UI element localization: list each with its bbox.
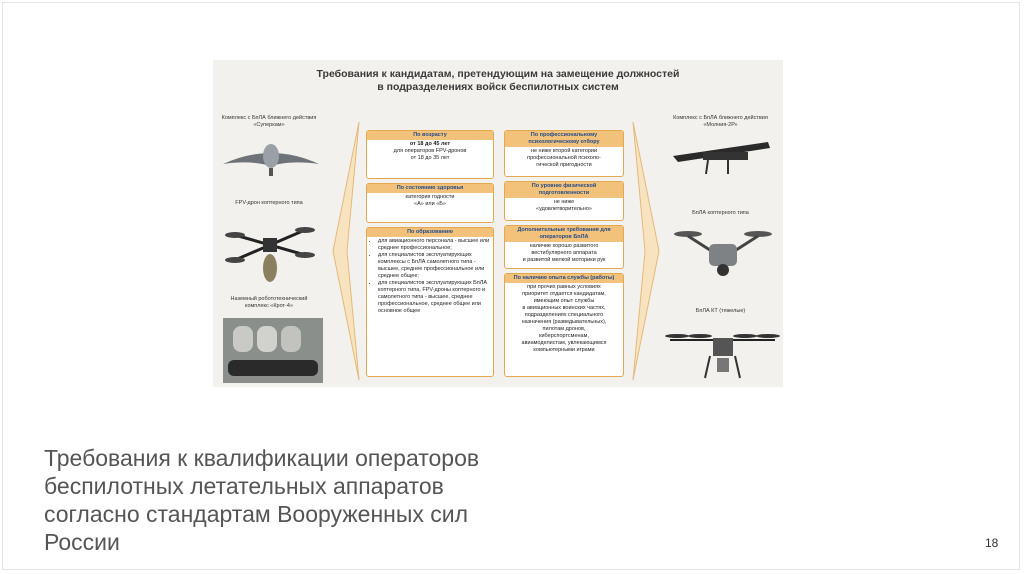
- infographic-title: Требования к кандидатам, претендующим на замещение должностей в подразделениях войск беспилотных систем: [316, 68, 680, 93]
- right-chevron-icon: [631, 120, 661, 382]
- copter-drone-image: [673, 222, 773, 282]
- card-education: По образованию • для авиационного персонала - высшее или среднее профессиональное; • для специалистов эксплуатирующих комплексы с БпЛА самолетного типа - высшее, среднее профессиональное или среднее общее; • для специалистов эксплуатирующих БпЛА коптерного типа, FPV-дроны коптерного и самолетного типа - высшее, среднее профессиональное, среднее общее или основное общее: [366, 227, 494, 377]
- label-heavy: БпЛА КТ (тяжелые): [695, 308, 746, 314]
- label-krot: Наземный робототехнический комплекс «Крот-4»: [230, 296, 308, 309]
- heavy-drone-image: [665, 328, 780, 383]
- label-copter: БпЛА коптерного типа: [692, 210, 749, 216]
- card-psychology: По профессиональному психологическому отбору не ниже второй категории профессиональной психоло- гической пригодности: [504, 130, 624, 177]
- label-molniya: Комплекс с БпЛА ближнего действия «Молния-2Р»: [673, 115, 768, 128]
- card-additional: Дополнительные требования для операторов БпЛА наличие хорошо развитого вестибулярного аппарата и развитой мелкой моторики рук: [504, 225, 624, 269]
- krot-robot-image: [223, 318, 323, 383]
- fpv-drone-image: [225, 210, 315, 290]
- infographic-image: [213, 60, 783, 387]
- card-experience: По наличию опыта службы (работы) при прочих равных условиях приоритет отдается кандидатам, имеющим опыт службы в авиационных воинских частях, подразделениях специального назначения (разведывательных), пилотам дронов, киберспортсменам, авиамоделистам, увлекающимся компьютерными играми: [504, 273, 624, 377]
- card-physical: По уровню физической подготовленности не ниже «удовлетворительно»: [504, 181, 624, 221]
- label-supercam: Комплекс с БпЛА ближнего действия «Суперкам»: [221, 115, 317, 128]
- molniya-drone-image: [668, 134, 778, 189]
- page-number: 18: [985, 536, 999, 550]
- supercam-drone-image: [221, 134, 321, 184]
- card-health: По состоянию здоровья категория годности «А» или «Б»: [366, 183, 494, 223]
- slide-text: Требования к квалификации операторов беспилотных летательных аппаратов согласно стандартам Вооруженных сил России: [44, 445, 480, 555]
- card-age: По возрасту от 18 до 45 лет для операторов FPV-дронов от 18 до 35 лет: [366, 130, 494, 179]
- label-fpv: FPV-дрон коптерного типа: [235, 200, 303, 206]
- left-chevron-icon: [331, 120, 361, 382]
